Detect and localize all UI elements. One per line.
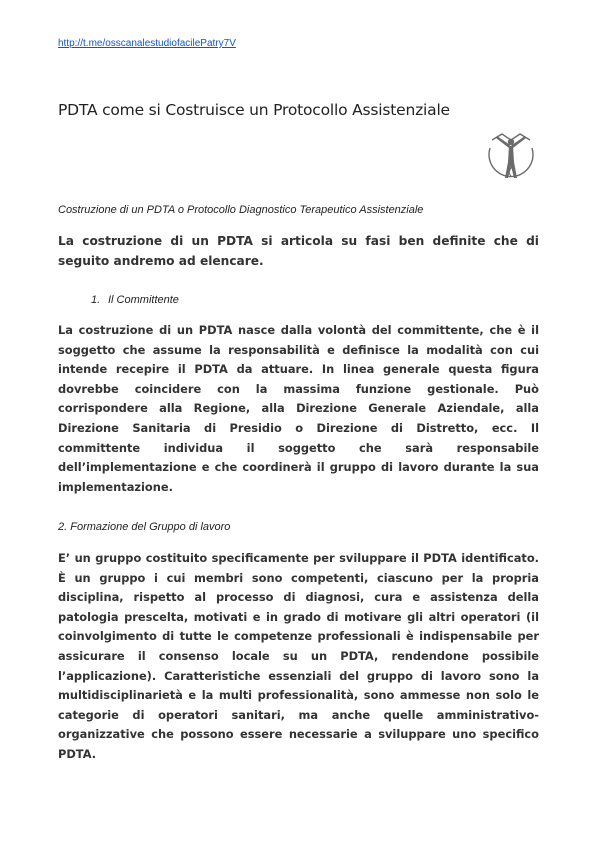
section1-heading <box>91 294 179 306</box>
section2-paragraph: E’ un gruppo costituito specificamente per sviluppare il PDTA identificato. È un gruppo i cui membri sono competenti, ciascuno per la propria disciplina, rispetto al processo di diagnosi, cura e assistenza della patologia prescelta, motivati e in grado di motivare gli altri operatori (il coinvolgimento di tutte le competenze professionali è indispensabile per assicurare il consenso locale su un PDTA, rendendone possibile l’applicazione). Caratteristiche essenziali del gruppo di lavoro sono la multidisciplinarietà e la multi professionalità, sono ammesse non solo le categorie di operatori sanitari, ma anche quelle amministrativo-organizzative che possono essere necessarie a sviluppare uno specifico PDTA. <box>58 551 539 761</box>
logo-icon <box>484 128 538 184</box>
section2-heading: 2. Formazione del Gruppo di lavoro <box>58 521 231 533</box>
section1-number: 1. <box>91 294 101 306</box>
section1-paragraph: La costruzione di un PDTA nasce dalla volontà del committente, che è il soggetto che assume la responsabilità e definisce la modalità con cui intende recepire il PDTA da attuare. In linea generale questa figura dovrebbe coincidere con la massima funzione gestionale. Può corrispondere alla Regione, alla Direzione Generale Aziendale, alla Direzione Sanitaria di Presidio o Direzione di Distretto, ecc. Il committente individua il soggetto che sarà responsabile dell’implementazione e che coordinerà il gruppo di lavoro durante la sua implementazione. <box>58 323 539 494</box>
channel-link[interactable]: http://t.me/osscanalestudiofacilePatry7V <box>58 38 236 49</box>
intro-paragraph: La costruzione di un PDTA si articola su fasi ben definite che di seguito andremo ad elencare. <box>58 234 539 268</box>
subtitle: Costruzione di un PDTA o Protocollo Diagnostico Terapeutico Assistenziale <box>58 204 424 216</box>
section1-title: Il Committente <box>108 294 179 306</box>
page-title: PDTA come si Costruisce un Protocollo Assistenziale <box>58 101 450 119</box>
